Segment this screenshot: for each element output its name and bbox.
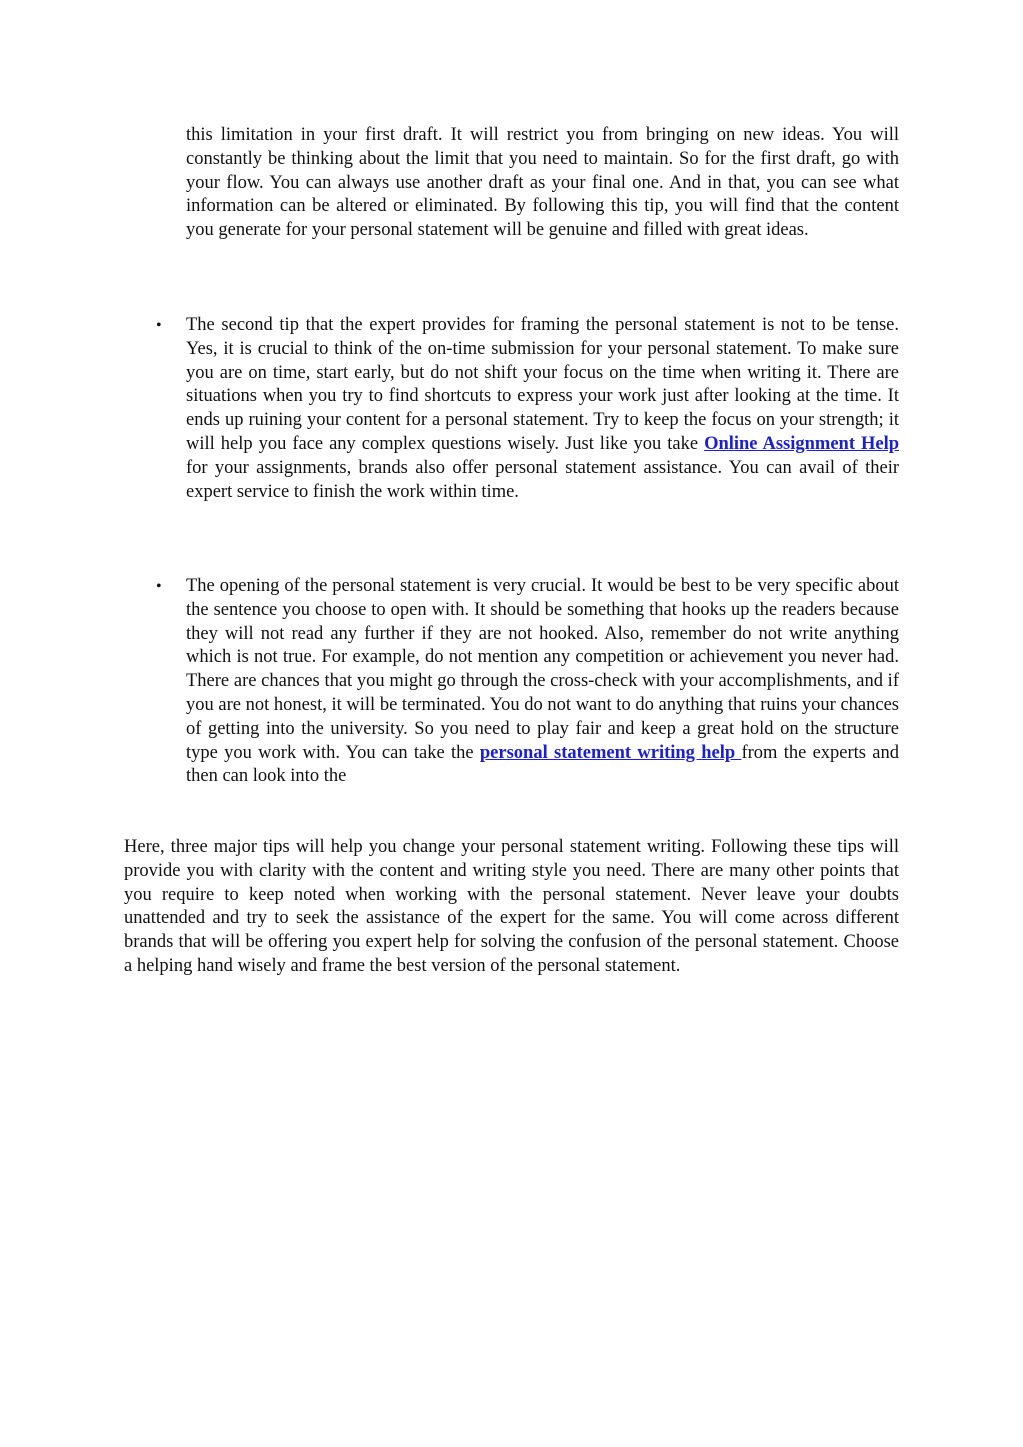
bullet-dot-icon: • [156, 578, 162, 595]
closing-paragraph: Here, three major tips will help you change your personal statement writing. Following these tips will provide you with clarity with the content and writing style you need. There are many other points that you require to keep noted when working with the personal statement. Never leave your doubts unattended and try to seek the assistance of the expert for the same. You will come across different brands that will be offering you expert help for solving the confusion of the personal statement. Choose a helping hand wisely and frame the best version of the personal statement. [124, 837, 899, 976]
bullet-text-before-link: The opening of the personal statement is very crucial. It would be best to be very specific about the sentence you choose to open with. It should be something that hooks up the readers because they will not read any further if they are not hooked. Also, remember do not write anything which is not true. For example, do not mention any competition or achievement you never had. There are chances that you might go through the cross-check with your accomplishments, and if you are not honest, it will be terminated. You do not want to do anything that ruins your chances of getting into the university. So you need to play fair and keep a great hold on the structure type you work with. You can take the [186, 576, 899, 763]
continuation-paragraph: this limitation in your first draft. It will restrict you from bringing on new ideas. You will constantly be thinking about the limit that you need to maintain. So for the first draft, go with your flow. You can always use another draft as your final one. And in that, you can see what information can be altered or eliminated. By following this tip, you will find that the content you generate for your personal statement will be genuine and filled with great ideas. [186, 125, 899, 241]
online-assignment-help-link[interactable]: Online Assignment Help [704, 433, 899, 454]
bullet-text-before-link: The second tip that the expert provides for framing the personal statement is not to be tense. Yes, it is crucial to think of the on-time submission for your personal statement. To make sure you are on time, start early, but do not shift your focus on the time when writing it. There are situations when you try to find shortcuts to express your work just after looking at the time. It ends up ruining your content for a personal statement. Try to keep the focus on your strength; it will help you face any complex questions wisely. Just like you take [186, 315, 899, 454]
bullet-item-second-tip [156, 314, 899, 504]
bullet-dot-icon: • [156, 317, 162, 334]
bullet-text-after-link: from the experts and then can look into the [186, 742, 900, 787]
bullet-text-after-link: for your assignments, brands also offer personal statement assistance. You can avail of their expert service to finish the work within time. [186, 457, 899, 502]
personal-statement-writing-help-link[interactable]: personal statement writing help [479, 742, 742, 763]
bullet-item-opening-tip [156, 575, 900, 789]
